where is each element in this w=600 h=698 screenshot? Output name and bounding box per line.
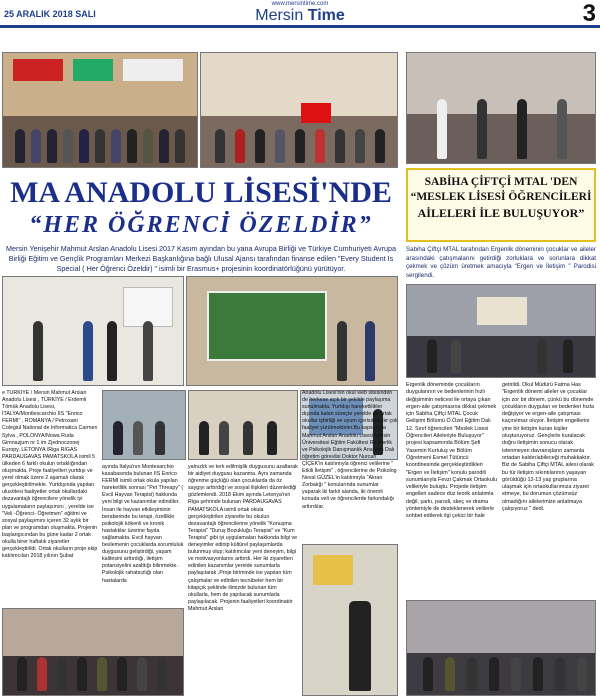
photo-presentation-screen (186, 276, 398, 386)
article-column-3: yalnızlık ve terk edilmişlik duygusunu azaltarak bir aidiyet duygusu kazanma. Aynı zamanda öğrenme güçlüğü olan çocuklarda da öz saygıyı arttırdığı ve sosyal ilişkileri düzenlediği gözlemlendi. 2018 Ekim ayında Letonya'nın Riga şehrinde bulunan PARDAUGAVAS PAMATSKOLA isimli ortak okula gerçekleştirilen ziyarette bu okulun dezavantajlı öğrencilerine yönelik "Konuşma Terapisi" "Duruş Bozukluğu Terapisi" ve "Kum Terapisi" gibi iyi uygulamaları hakkında bilgi ve deneyimler edinip kültürel paylaşımlarda bulunmuş olup; katılımcılar yeni deneyim, bilgi ve motivasyonlarını arttırdı. Her iki ziyaretten edinilen kazanımlar yerelde sunumlarla paylaşılarak ,Proje biriminde ise yapılan tüm çalışmalar ve edinilen tecrübeler hem bir kitapçık şeklinde ilimizde bulunan tüm okullarla, hem de yapılacak sunumlarla paylaşılacak. Projenin faaliyetleri koordinatör Mahmut Arslan (188, 464, 298, 612)
masthead (0, 0, 600, 28)
article-lead: Mersin Yenişehir Mahmut Arslan Anadolu Lisesi 2017 Kasım ayından bu yana Avrupa Birliği ve Türkiye Cumhuriyeti Avrupa Birliği Eğitim ve Gençlik Programları Merkezi Başkanlığına bağlı Ulusal Ajansı tarafından finanse edilen "Every Student Is Special ( Her Öğrenci Özeldir) " isimli bir Erasmus+ projesinin koordinatörlüğünü yürütüyor. (6, 244, 396, 273)
right-title-line2: “MESLEK LİSESİ ÖĞRENCİLERİ (410, 191, 592, 203)
group-photo-students-hall (2, 52, 198, 168)
right-title-line3: AİLELERİ İLE BULUŞUYOR” (417, 206, 585, 220)
photo-meeting-room (188, 390, 298, 460)
article-column-2: ayında İtalya'nın Montesarchio kasabasında bulunan IIS Enrico FERMI isimli ortak okula yapılan hareketlilik sonrası "Pet Threapy" ( Evcil Hayvan Terapisi) hakkında yeni bilgi ve kazanımlar edindiler. İnsan ile hayvan etkileşiminin beraberinde bu terapi, özellikle psikolojik kökenli ve kronik hastalıklar üzerine fayda sağlamakta. Evcil hayvan beslemenin çocuklarda sorumluluk duygusunu geliştirdiği, yaşam kalitesini arttırdığı, iletişim potansiyelini azalttığı bilinmekte. Psikolojik rahatsızlığı olan hastalarda (102, 464, 184, 584)
brand-time: Time (307, 7, 345, 24)
group-photo-students-flags (200, 52, 398, 168)
right-article-column-1: Ergenlik döneminde çocukların duygularının ve bedenlerinin hızlı değişiminin neticesi ile ortaya çıkan ergen-aile çatışmasına dikkat çekmek için Sabiha Çiftçi MTAL Çocuk Gelişimi Bölümü Ö.Özel Eğitim Dalı 12. Sınıf öğrencileri "Meslek Lisesi Öğrencileri Aileleriyle Buluşuyor" projesi kapsamında Bölüm Şefi Yasemin Kurtuluş ve Bölüm Öğretmeni Esmel Tütüncü koordinesinde gerçekleştirdikleri "Ergen ve İletişim" konulu parodili sunumlarıyla Fevzi Çakmak Ortaokulu velileriyle buluştu. Projede iletişim engelleri sadece düz teorik anlatımla değil, şarkı, parodi, skeç ve drama yöntemiyle de desteklenerek velilerle sohbet edilerek ilgi çekici bir hale (406, 382, 498, 520)
article-title-line1: MA ANADOLU LİSESİ'NDE (10, 176, 392, 209)
right-article-title-box (406, 168, 596, 242)
photo-parents-seated (406, 600, 596, 696)
site-url: www.mersintime.com (271, 1, 329, 7)
brand-mersin: Mersin (255, 7, 304, 24)
brand-name (0, 7, 600, 24)
brand (0, 0, 600, 24)
photo-students-posing (2, 276, 184, 386)
photo-classroom-teachers (102, 390, 186, 460)
right-article-column-2: getirildi. Okul Müdürü Fatma Has "Ergenlik dönemi aileler ve çocuklar için zor bir dönem, çünkü bu dönemde çocukların duyguları ve bedenleri hızla değişiyor ve ergen-aile çatışması kaçınılmaz oluyor. İletişim engellerini yine bir iletişim kuran kişiler oluşturuyoruz. Gençlerle kuralacak doğru iletişimin sonucu olarak istenmeyen davranışların zamanla ortadan kaldırılabileceği muhakkaktır. Biz de Sabiha Çiftçi MTAL ailesi olarak bu tür iletişim sıkıntılarının yaşayan görüldüğü 12-13 yaş gruplarına ulaşmak için ortaokullarımıza ziyaret etmeye, bu dorumun çözümsüz olmadığını ailelerimize anlatmaya çalışıyoruz " dedi. (502, 382, 594, 513)
article-title-line2: “HER ÖĞRENCİ ÖZELDİR” (29, 212, 373, 238)
photo-audience-seminar (2, 608, 184, 696)
article-column-1: e TÜRKİYE / Mersin Mahmut Arslan Anadolu Lisesi , TÜRKİYE / Erdemli Tömük Anadolu Lisesi, İTALYA/Montlescarchio IIS "Enrico FERMI" , ROMANYA / Petrosani Colegiul National de Informatica Carmen Sylva , POLONYA/Nowa Ruda Gimnazjum nr 1 im Zjednoczonej Europy, LETONYA /Riga RIGAS PARDAUGAVAS PAMATSKOLA isimli 5 ülkeden 6 farklı okulun ortaklığından oluşmakta. Proje faaliyetleri yurtdışı ve yerel olmak üzere 2 aşamalı olarak gerçekleştirilmekte. Yurtdışında yapılan ulusötesi faaliyetler ortak okullardaki dezavantajlı öğrencilere yönelik iyi uygulamaların paylaşımını , yerelde ise "Veli -Öğrenci- Öğretmen" eğitimi ve sosyal paylaşımını içeren 32 aylık bir plan ve programdan oluşmakta. Projenin başlangıcından bu güne kadar 2 ortak okulla birer haftalık ziyaretler gerçekleştirildi. Ortak okulların proje ekip katılımcıları 2018 yılının Şubat (2, 390, 98, 560)
photo-stage-performance (406, 52, 596, 164)
page-number: 3 (582, 0, 596, 27)
issue-date: 25 ARALIK 2018 SALI (4, 9, 96, 19)
right-article-lead: Sabiha Çiftçi MTAL tarafından Ergenlik döneminin çocuklar ve aileler arasındaki çatışmalarını getirdiği zorluklara ve sorunlara dikkat çekmek ve çözüm üretmek amacıyla "Ergen ve İletişim " Parodisi sergilendi. (406, 246, 596, 279)
right-title-line1: SABİHA ÇİFTÇİ MTAL 'DEN (424, 176, 578, 188)
photo-parody-audience (406, 284, 596, 378)
photo-student-poster (302, 544, 398, 696)
article-column-4: Anadolu Lisesi'nin okul web sitesinden de herkese açık bir şekilde paylaşıma sunulmakta. Yurtdışı hareketlilikler dışında kalan süreçte yerelde de ortak okullar işbirliği ve uyum içerisinde bir çok faaliyet yürütmekteler.Bu kapsamda Mahmut Arslan Anadolu Lisesi Mersin Üniversitesi Eğitim Fakültesi Rehberlik ve Psikolojik Danışmanlık Anabilim Dalı öğretim görevlisi Doktor Nurcan ÇİÇEK'in katılımıyla öğrenci velilerine " Etkili İletişim" , öğrencilerine de Psikolog Neval GÜZEL'in katılımıyla "Akran Zorbalığı " konularında sunumlar yaparak iki farklı alanda, iki önemli konuda veli ve öğrencilerde farkındalığı arttırdılar. (302, 390, 398, 510)
